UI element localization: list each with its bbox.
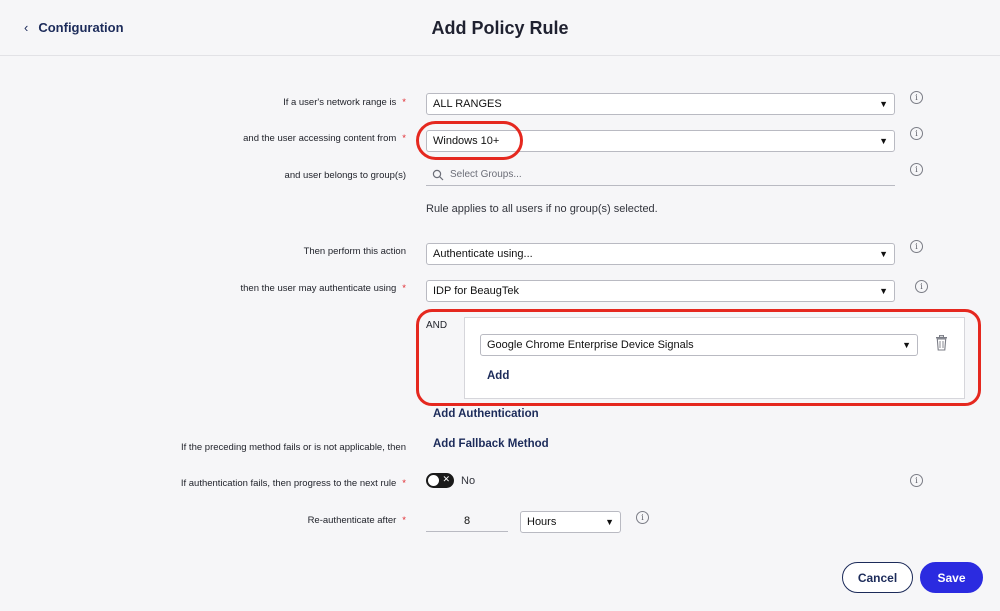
authenticate-using-value: IDP for BeaugTek	[433, 285, 520, 297]
groups-note: Rule applies to all users if no group(s) selected.	[426, 203, 658, 215]
dropdown-caret-icon: ▼	[879, 249, 888, 259]
info-icon[interactable]: i	[915, 280, 928, 293]
action-label: Then perform this action	[303, 246, 406, 257]
authenticate-using-label: then the user may authenticate using *	[240, 283, 406, 294]
progress-label: If authentication fails, then progress to the next rule *	[180, 478, 406, 489]
search-icon	[432, 169, 444, 181]
save-button[interactable]: Save	[920, 562, 983, 593]
dropdown-caret-icon: ▼	[605, 517, 614, 527]
required-marker: *	[402, 133, 406, 144]
back-label: Configuration	[38, 20, 124, 35]
chevron-left-icon: ‹	[24, 20, 29, 35]
info-icon[interactable]: i	[910, 474, 923, 487]
required-marker: *	[402, 283, 406, 294]
info-icon[interactable]: i	[910, 163, 923, 176]
info-icon[interactable]: i	[910, 127, 923, 140]
and-label: AND	[426, 320, 448, 331]
info-icon[interactable]: i	[910, 240, 923, 253]
fallback-label: If the preceding method fails or is not applicable, then	[181, 442, 406, 453]
reauth-unit-select[interactable]	[520, 511, 621, 533]
dropdown-caret-icon: ▼	[879, 286, 888, 296]
required-marker: *	[402, 515, 406, 526]
add-authentication-link[interactable]: Add Authentication	[433, 408, 539, 420]
dropdown-caret-icon: ▼	[879, 136, 888, 146]
toggle-knob	[428, 475, 439, 486]
groups-label: and user belongs to group(s)	[284, 170, 406, 181]
add-condition-link[interactable]: Add	[487, 370, 510, 382]
dropdown-caret-icon: ▼	[879, 99, 888, 109]
reauth-value-input[interactable]: 8	[426, 512, 508, 532]
info-icon[interactable]: i	[910, 91, 923, 104]
action-value: Authenticate using...	[433, 248, 533, 260]
device-signals-select[interactable]	[480, 334, 918, 356]
device-signals-value: Google Chrome Enterprise Device Signals	[487, 339, 694, 351]
network-range-label: If a user's network range is *	[283, 97, 406, 108]
cancel-button[interactable]: Cancel	[842, 562, 913, 593]
reauth-unit-value: Hours	[527, 516, 557, 528]
trash-icon[interactable]	[935, 335, 948, 351]
and-condition-box	[464, 317, 965, 399]
page-title: Add Policy Rule	[431, 18, 569, 38]
required-marker: *	[402, 478, 406, 489]
action-select[interactable]	[426, 243, 895, 265]
add-fallback-method-link[interactable]: Add Fallback Method	[433, 438, 549, 450]
dropdown-caret-icon: ▼	[902, 340, 911, 350]
page-header	[0, 0, 1000, 56]
groups-search-input[interactable]	[426, 164, 895, 186]
progress-toggle-text: No	[461, 475, 476, 487]
network-range-value: ALL RANGES	[433, 98, 502, 110]
network-range-select[interactable]	[426, 93, 895, 115]
reauth-label: Re-authenticate after *	[307, 515, 406, 526]
required-marker: *	[402, 97, 406, 108]
toggle-off-mark: ✕	[442, 474, 450, 484]
content-from-select[interactable]	[426, 130, 895, 152]
content-from-label: and the user accessing content from *	[243, 133, 406, 144]
authenticate-using-select[interactable]	[426, 280, 895, 302]
groups-placeholder: Select Groups...	[450, 169, 522, 180]
content-from-value: Windows 10+	[433, 135, 500, 147]
progress-toggle[interactable]	[426, 473, 454, 488]
info-icon[interactable]: i	[636, 511, 649, 524]
